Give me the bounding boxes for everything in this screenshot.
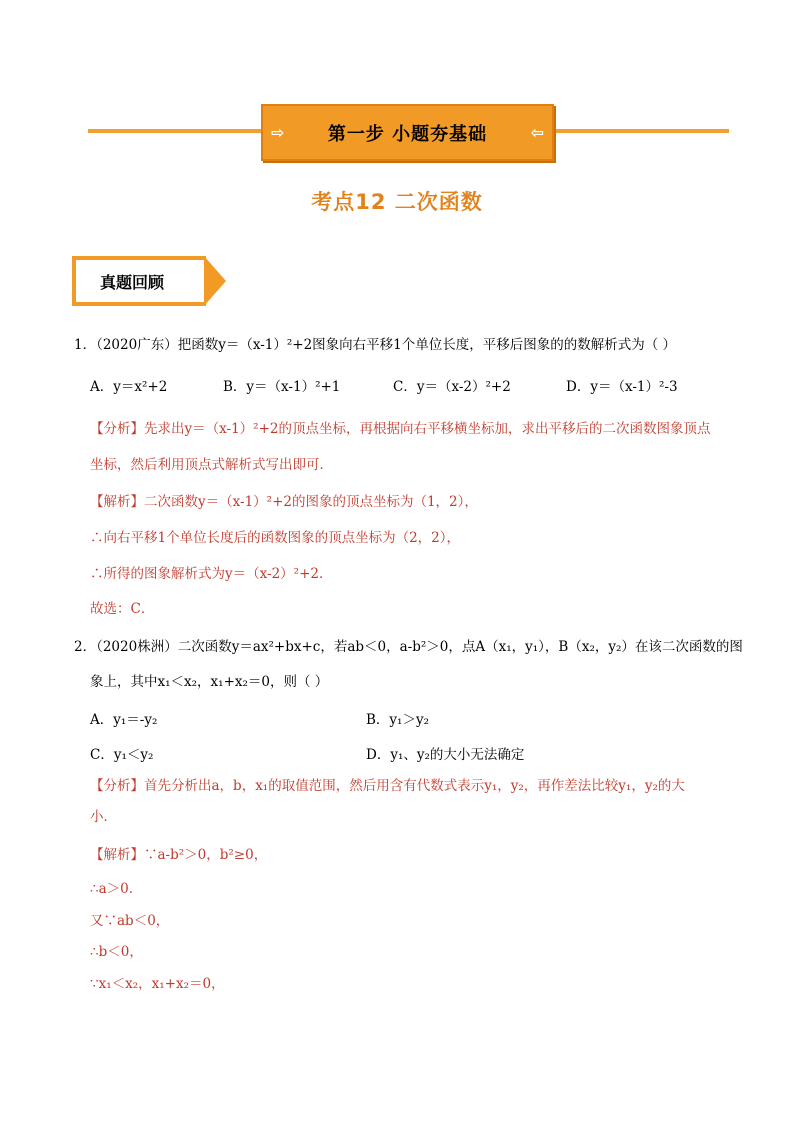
arrow-left-icon: ⇦	[530, 123, 544, 142]
q2-option-c: C．y₁＜y₂	[90, 747, 154, 763]
q1-solution-2: ∴向右平移1个单位长度后的函数图象的顶点坐标为（2，2），	[90, 530, 461, 546]
q1-option-a: A．y＝x²+2	[90, 379, 168, 395]
q1-answer: 故选：C．	[90, 601, 155, 617]
q2-option-b: B．y₁＞y₂	[366, 712, 429, 728]
section-tag-label: 真题回顾	[100, 273, 165, 292]
q1-solution-3: ∴所得的图象解析式为y＝（x-2）²+2．	[90, 566, 333, 582]
q2-analysis-2: 小．	[90, 809, 117, 825]
q2-solution-1: 【解析】∵a-b²＞0，b²≥0，	[90, 847, 268, 863]
q2-analysis-1: 【分析】首先分析出a，b，x₁的取值范围，然后用含有代数式表示y₁，y₂，再作差法比较y₁，y₂的大	[90, 778, 685, 794]
q1-option-c: C．y＝（x-2）²+2	[393, 379, 511, 395]
section-tag-arrow	[204, 256, 226, 306]
q2-stem-1: 2．（2020株洲）二次函数y＝ax²+bx+c，若ab＜0，a-b²＞0，点A（x₁，y₁），B（x₂，y₂）在该二次函数的图	[74, 639, 743, 655]
q2-option-d: D．y₁、y₂的大小无法确定	[366, 747, 525, 763]
q1-option-b: B．y＝（x-1）²+1	[223, 379, 341, 395]
topic-title: 考点12 二次函数	[311, 190, 483, 214]
q2-option-a: A．y₁＝-y₂	[90, 712, 158, 728]
q2-solution-3: 又∵ab＜0，	[90, 913, 170, 929]
q2-solution-4: ∴b＜0，	[90, 944, 143, 960]
arrow-right-icon: ⇨	[271, 123, 285, 142]
q1-solution-1: 【解析】二次函数y＝（x-1）²+2的图象的顶点坐标为（1，2），	[90, 494, 478, 510]
q1-analysis-2: 坐标，然后利用顶点式解析式写出即可．	[90, 457, 333, 473]
q1-stem: 1．（2020广东）把函数y＝（x-1）²+2图象向右平移1个单位长度，平移后图象的的数解析式为（ ）	[74, 337, 677, 353]
header-rule-right-inner	[554, 132, 729, 133]
banner-title: 第一步 小题夯基础	[327, 123, 488, 145]
q1-analysis-1: 【分析】先求出y＝（x-1）²+2的顶点坐标，再根据向右平移横坐标加，求出平移后的二次函数图象顶点	[90, 421, 711, 437]
section-banner	[261, 104, 554, 161]
q1-option-d: D．y＝（x-1）²-3	[566, 379, 678, 395]
header-rule-left-inner	[88, 132, 261, 133]
q2-stem-2: 象上，其中x₁＜x₂，x₁+x₂＝0，则（ ）	[90, 674, 329, 690]
q2-solution-5: ∵x₁＜x₂，x₁+x₂＝0，	[90, 976, 225, 992]
q2-solution-2: ∴a＞0．	[90, 881, 143, 897]
